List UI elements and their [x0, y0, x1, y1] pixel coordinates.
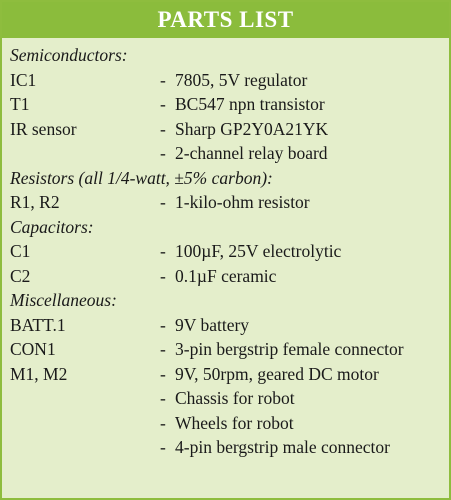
part-row [10, 117, 449, 142]
section-heading-resistors: Resistors (all 1/4-watt, ±5% carbon): [10, 167, 273, 188]
part-desc: 1-kilo-ohm resistor [175, 192, 310, 212]
part-desc: 3-pin bergstrip female connector [175, 339, 404, 359]
part-desc-cell: - Wheels for robot [160, 412, 294, 433]
part-ref [10, 141, 160, 166]
section-heading-miscellaneous: Miscellaneous: [10, 290, 117, 310]
parts-list-body [2, 38, 449, 460]
part-desc: Sharp GP2Y0A21YK [175, 118, 329, 139]
part-ref [10, 435, 160, 460]
section-heading-capacitors: Capacitors: [10, 216, 94, 237]
part-row [10, 264, 449, 289]
part-desc-cell: - 100µF, 25V electrolytic [160, 241, 342, 261]
part-desc-cell: - 0.1µF ceramic [160, 265, 277, 286]
part-ref: IC1 [10, 69, 37, 90]
part-ref: T1 [10, 94, 30, 114]
part-ref: C1 [10, 241, 31, 261]
part-ref [10, 411, 160, 436]
part-row [10, 411, 449, 436]
part-row [10, 435, 449, 460]
part-desc-cell: - 7805, 5V regulator [160, 69, 308, 90]
part-desc-cell: - 4-pin bergstrip male connector [160, 437, 390, 457]
part-desc: BC547 npn transistor [175, 94, 325, 114]
part-row [10, 386, 449, 411]
part-ref: IR sensor [10, 118, 77, 139]
part-desc-cell: - BC547 npn transistor [160, 94, 325, 114]
part-desc: 9V, 50rpm, geared DC motor [175, 363, 379, 384]
part-row [10, 337, 449, 362]
part-desc-cell: - 9V, 50rpm, geared DC motor [160, 363, 379, 384]
part-desc-cell: - 2-channel relay board [160, 143, 328, 163]
part-desc-cell: - 9V battery [160, 314, 250, 335]
part-desc: Wheels for robot [175, 412, 294, 433]
part-desc-cell: - 1-kilo-ohm resistor [160, 192, 310, 212]
part-desc-cell: - Chassis for robot [160, 388, 295, 408]
part-desc: 9V battery [175, 314, 250, 335]
part-ref: BATT.1 [10, 314, 66, 335]
part-ref [10, 386, 160, 411]
part-row [10, 362, 449, 387]
part-row [10, 239, 449, 264]
parts-list-title: PARTS LIST [2, 2, 449, 38]
part-desc-cell: - Sharp GP2Y0A21YK [160, 118, 329, 139]
part-desc: 100µF, 25V electrolytic [175, 241, 342, 261]
part-ref: CON1 [10, 339, 56, 359]
part-row [10, 92, 449, 117]
part-desc: 4-pin bergstrip male connector [175, 437, 390, 457]
part-desc-cell: - 3-pin bergstrip female connector [160, 339, 404, 359]
part-row [10, 313, 449, 338]
part-desc: 7805, 5V regulator [175, 69, 308, 90]
section-heading-semiconductors: Semiconductors: [10, 45, 128, 65]
part-row [10, 141, 449, 166]
part-desc: 0.1µF ceramic [175, 265, 277, 286]
part-desc: 2-channel relay board [175, 143, 328, 163]
part-ref: M1, M2 [10, 363, 68, 384]
part-ref: C2 [10, 265, 31, 286]
part-ref: R1, R2 [10, 192, 60, 212]
part-row [10, 68, 449, 93]
part-desc: Chassis for robot [175, 388, 295, 408]
part-row [10, 190, 449, 215]
